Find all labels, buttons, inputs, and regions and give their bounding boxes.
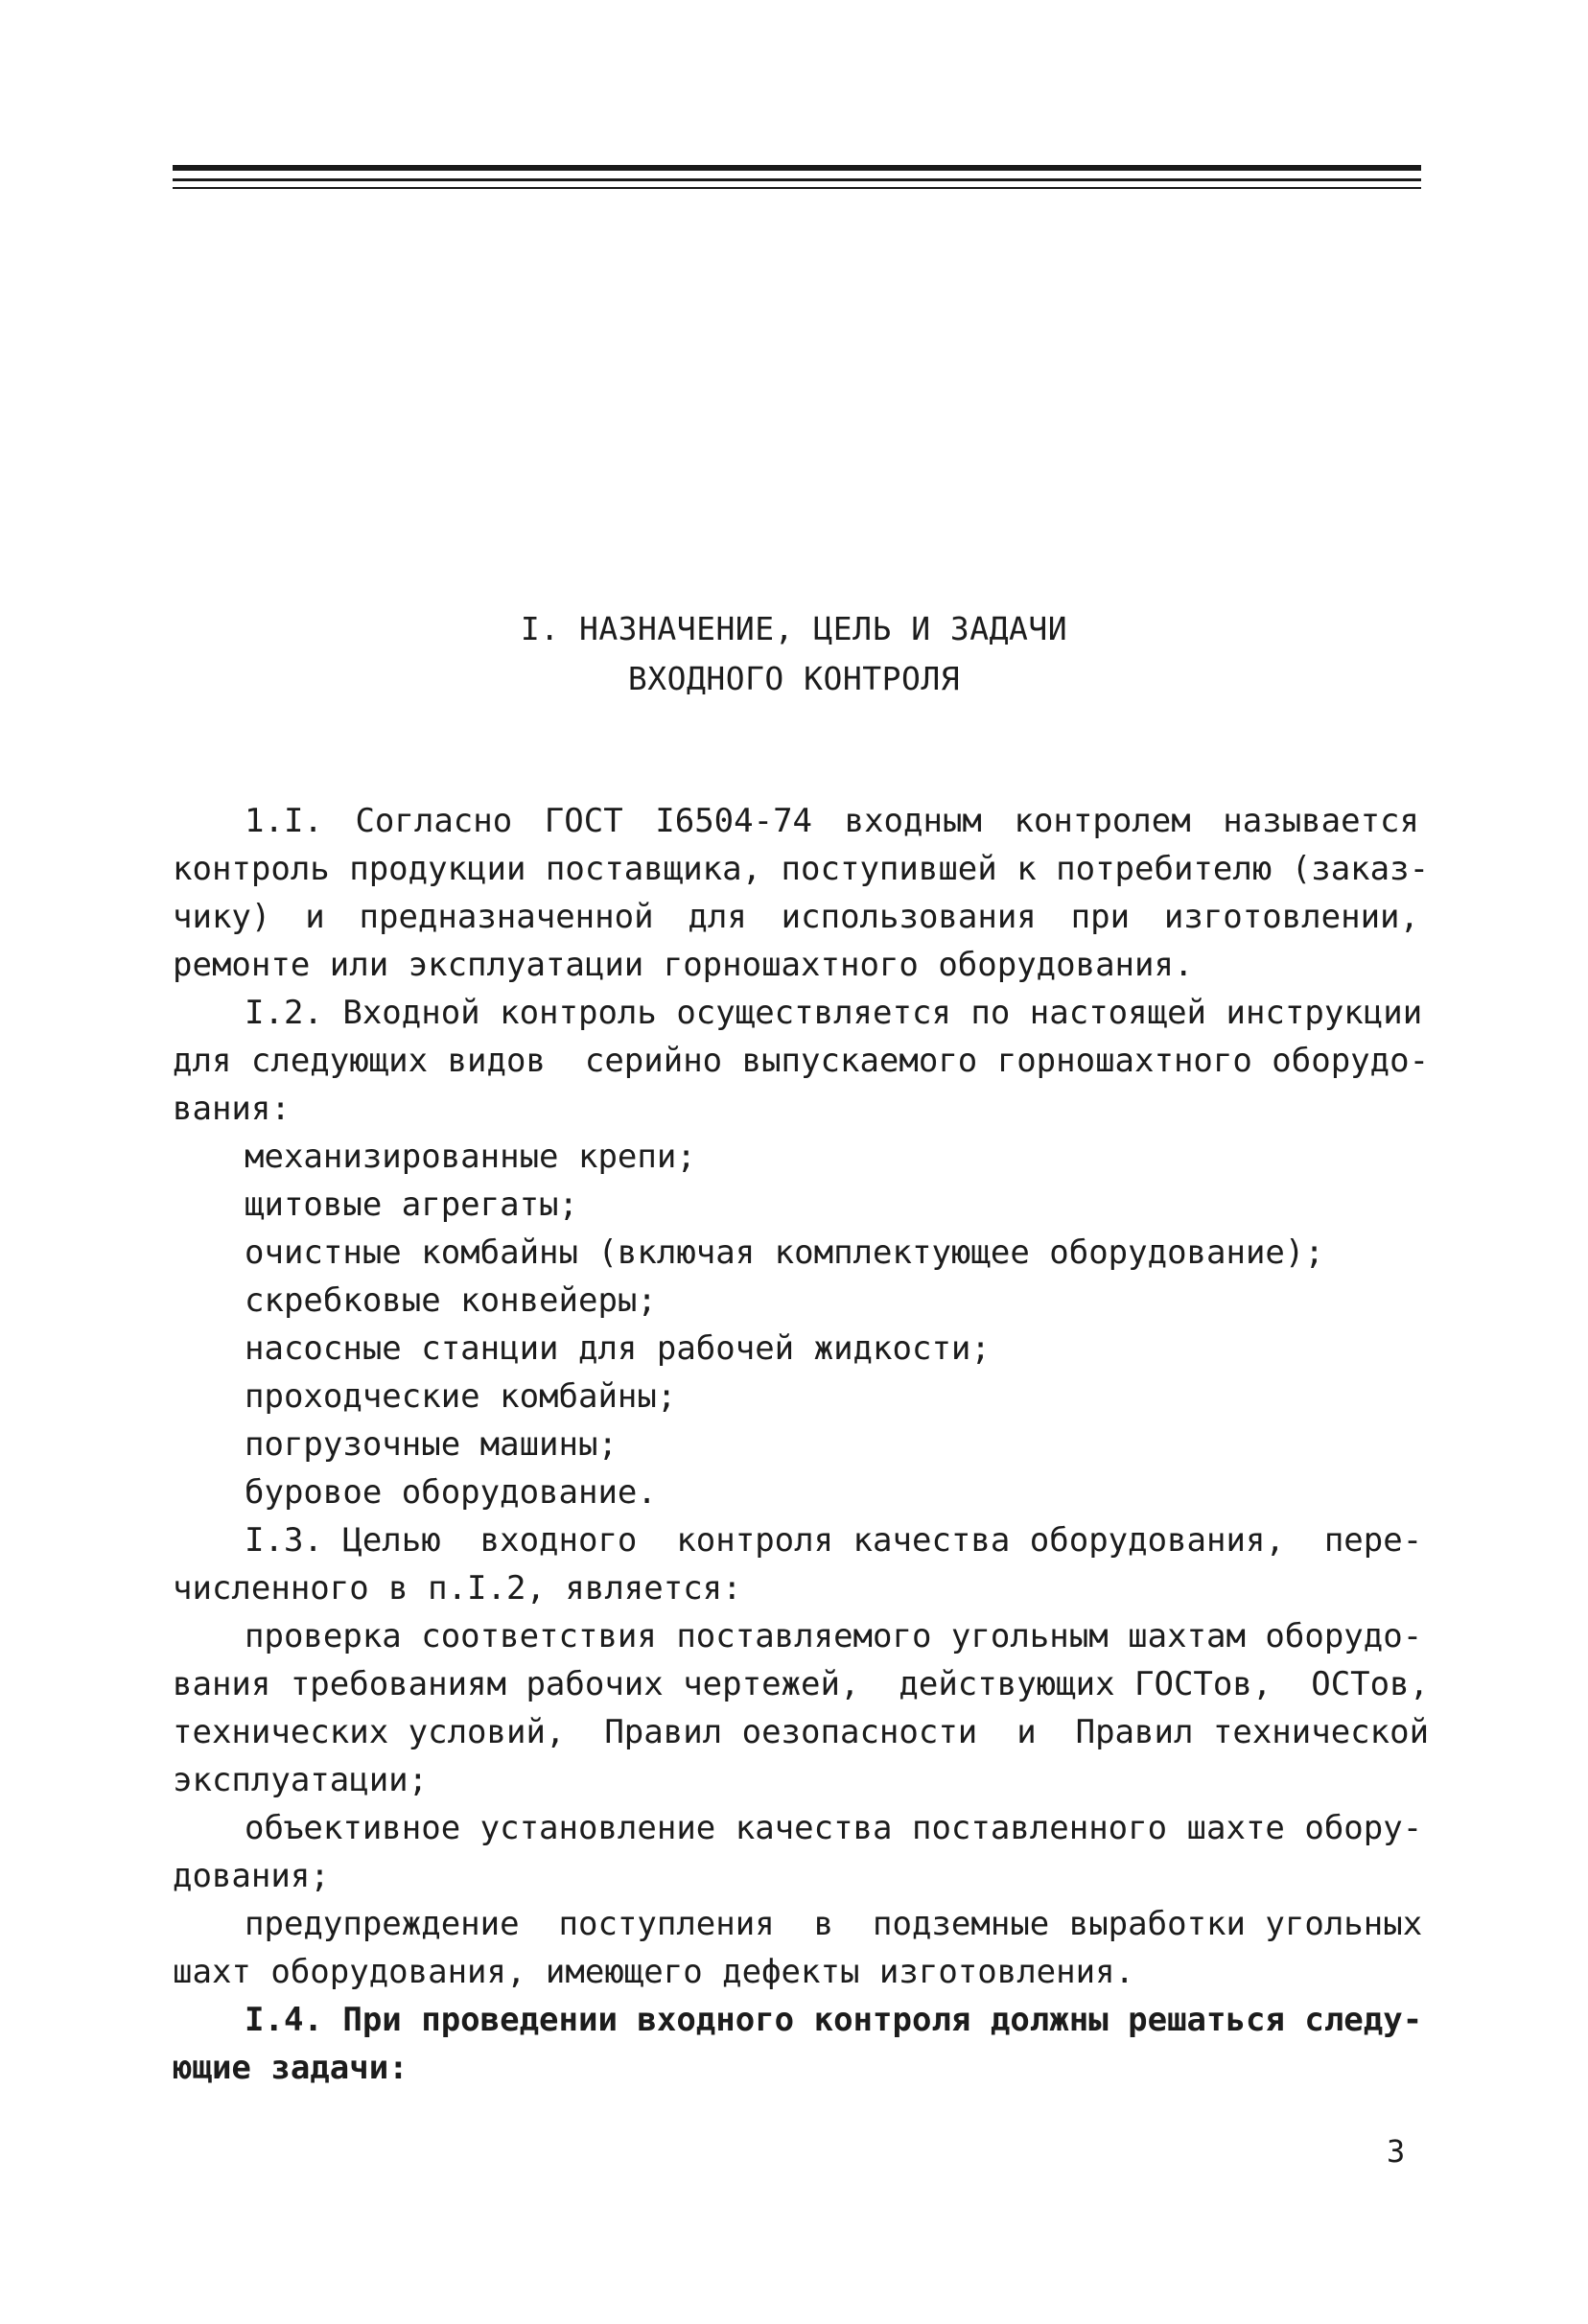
p7-line2: ющие задачи: — [173, 2049, 409, 2087]
p5-line2: дования; — [173, 1857, 330, 1895]
page-number: 3 — [1387, 2133, 1406, 2170]
p7-line1: I.4. При проведении входного контроля должны решаться следу- — [245, 2001, 1423, 2039]
p3-line1: I.3. Целью входного контроля качества оборудования, пере- — [245, 1521, 1423, 1560]
list-item: погрузочные машины; — [245, 1425, 618, 1464]
list-item: очистные комбайны (включая комплектующее оборудование); — [245, 1233, 1324, 1272]
p4-line3: технических условий, Правил оезопасности и Правил технической — [173, 1713, 1430, 1751]
p1-line4: ремонте или эксплуатации горношахтного оборудования. — [173, 946, 1194, 984]
p2-line3: вания: — [173, 1090, 291, 1128]
p4-line1: проверка соответствия поставляемого угольным шахтам оборудо- — [245, 1617, 1423, 1655]
p4-line4: эксплуатации; — [173, 1761, 429, 1799]
p3-line2: численного в п.I.2, является: — [173, 1569, 742, 1608]
p6-line1: предупреждение поступления в подземные выработки угольных — [245, 1905, 1423, 1943]
p1-line3: чику) и предназначенной для использования при изготовлении, — [173, 898, 1419, 936]
top-rule-thick — [173, 165, 1421, 171]
list-item: скребковые конвейеры; — [245, 1281, 657, 1320]
p5-line1: объективное установление качества поставленного шахте обору- — [245, 1809, 1423, 1847]
list-item: механизированные крепи; — [245, 1138, 696, 1176]
list-item: проходческие комбайны; — [245, 1377, 677, 1416]
p1-line1: 1.I. Согласно ГОСТ I6504-74 входным контролем называется — [245, 802, 1419, 840]
list-item: буровое оборудование. — [245, 1473, 657, 1512]
section-title-line1: I. НАЗНАЧЕНИЕ, ЦЕЛЬ И ЗАДАЧИ — [520, 610, 1068, 647]
p2-line2: для следующих видов серийно выпускаемого горношахтного оборудо- — [173, 1042, 1430, 1080]
p1-line2: контроль продукции поставщика, поступившей к потребителю (заказ- — [173, 850, 1430, 888]
p6-line2: шахт оборудования, имеющего дефекты изготовления. — [173, 1953, 1135, 1991]
list-item: щитовые агрегаты; — [245, 1185, 578, 1224]
section-title-line2: ВХОДНОГО КОНТРОЛЯ — [627, 660, 961, 697]
list-item: насосные станции для рабочей жидкости; — [245, 1329, 991, 1368]
p2-line1: I.2. Входной контроль осуществляется по настоящей инструкции — [245, 994, 1423, 1032]
top-rule-thin — [173, 187, 1421, 189]
top-rule-mid — [173, 178, 1421, 181]
p4-line2: вания требованиям рабочих чертежей, действующих ГОСТов, ОСТов, — [173, 1665, 1430, 1703]
